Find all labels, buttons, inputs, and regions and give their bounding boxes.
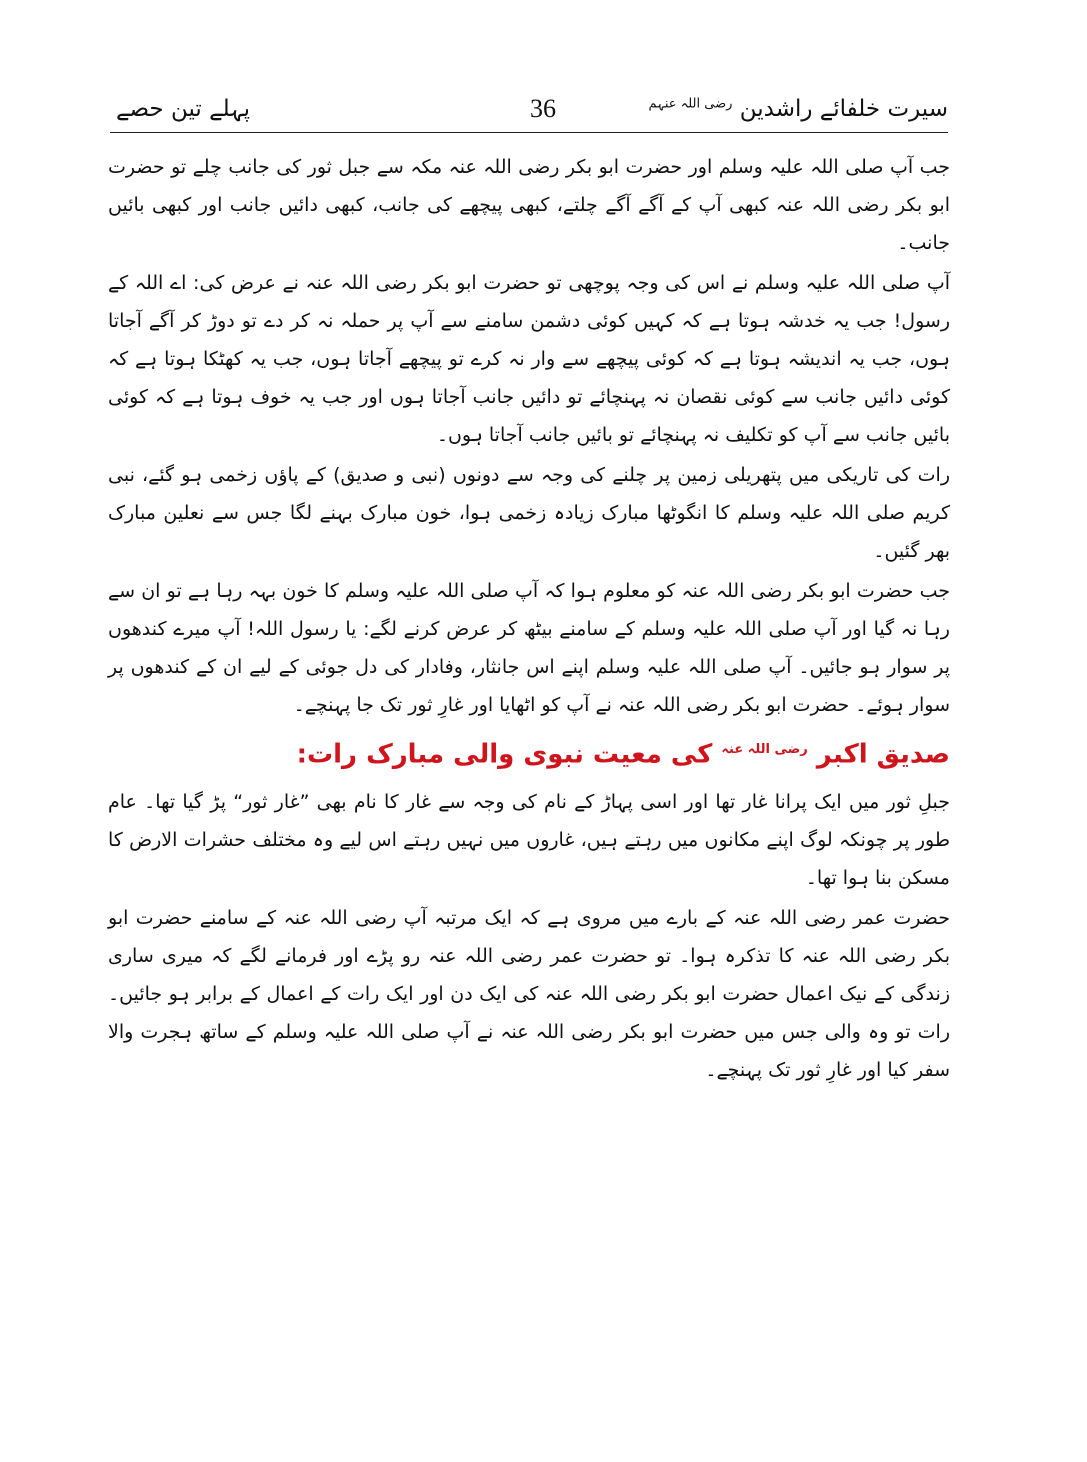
paragraph-5: جبلِ ثور میں ایک پرانا غار تھا اور اسی پہاڑ کے نام کی وجہ سے غار کا نام بھی ”غار ثور“ پڑ گیا تھا۔ عام طور پر چونکہ لوگ اپنے مکانوں میں رہتے ہیں، غاروں میں نہیں رہتے اس لیے وہ مختلف حشرات الارض کا مسکن بنا ہوا تھا۔: [108, 790, 950, 889]
page-header: [110, 92, 948, 133]
paragraph-2: آپ صلی اللہ علیہ وسلم نے اس کی وجہ پوچھی تو حضرت ابو بکر رضی اللہ عنہ نے عرض کی: اے اللہ کے رسول! جب یہ خدشہ ہوتا ہے کہ کہیں کوئی دشمن سامنے سے آپ پر حملہ نہ کر دے تو دوڑ کر آگے آجاتا ہوں، جب یہ اندیشہ ہوتا ہے کہ کوئی پیچھے سے وار نہ کرے تو پیچھے آجاتا ہوں، جب یہ کھٹکا ہوتا ہے کہ کوئی دائیں جانب سے کوئی نقصان نہ پہنچائے تو دائیں جانب آجاتا ہوں اور جب یہ خوف ہوتا ہے کہ کوئی بائیں جانب سے آپ کو تکلیف نہ پہنچائے تو بائیں جانب آجاتا ہوں۔: [108, 272, 950, 446]
book-title: [649, 96, 948, 122]
page-number: 36: [530, 94, 556, 123]
heading-part-1: صدیق اکبر: [816, 739, 950, 770]
volume-label: پہلے تین حصے: [116, 96, 251, 122]
heading-part-2: کی معیت نبوی والی مبارک رات:: [296, 739, 713, 770]
section-heading: [108, 728, 950, 777]
book-title-text: سیرت خلفائے راشدین: [739, 96, 948, 122]
heading-honorific: رضی اللہ عنہ: [721, 742, 808, 757]
paragraph-1: جب آپ صلی اللہ علیہ وسلم اور حضرت ابو بکر رضی اللہ عنہ مکہ سے جبل ثور کی جانب چلے تو حضرت ابو بکر رضی اللہ عنہ کبھی آپ کے آگے آگے چلتے، کبھی پیچھے کی جانب، کبھی دائیں جانب اور کبھی بائیں جانب۔: [108, 156, 950, 254]
paragraph-4: جب حضرت ابو بکر رضی اللہ عنہ کو معلوم ہوا کہ آپ صلی اللہ علیہ وسلم کا خون بہہ رہا ہے تو ان سے رہا نہ گیا اور آپ صلی اللہ علیہ وسلم کے سامنے بیٹھ کر عرض کرنے لگے: یا رسول اللہ! آپ میرے کندھوں پر سوار ہو جائیں۔ آپ صلی اللہ علیہ وسلم اپنے اس جانثار، وفادار کی دل جوئی کے لیے ان کے کندھوں پر سوار ہوئے۔ حضرت ابو بکر رضی اللہ عنہ نے آپ کو اٹھایا اور غارِ ثور تک جا پہنچے۔: [108, 580, 950, 716]
page-body: [108, 148, 950, 1091]
paragraph-6: حضرت عمر رضی اللہ عنہ کے بارے میں مروی ہے کہ ایک مرتبہ آپ رضی اللہ عنہ کے سامنے حضرت ابو بکر رضی اللہ عنہ کا تذکرہ ہوا۔ تو حضرت عمر رضی اللہ عنہ رو پڑے اور فرمانے لگے کہ میری ساری زندگی کے نیک اعمال حضرت ابو بکر رضی اللہ عنہ کی ایک دن اور ایک رات کے اعمال کے برابر ہو جائیں۔ رات تو وہ والی جس میں حضرت ابو بکر رضی اللہ عنہ نے آپ صلی اللہ علیہ وسلم کے ساتھ ہجرت والا سفر کیا اور غارِ ثور تک پہنچے۔: [108, 906, 950, 1081]
paragraph-3: رات کی تاریکی میں پتھریلی زمین پر چلنے کی وجہ سے دونوں (نبی و صدیق) کے پاؤں زخمی ہو گئے، نبی کریم صلی اللہ علیہ وسلم کا انگوٹھا مبارک زیادہ زخمی ہوا، خون مبارک بہنے لگا جس سے نعلین مبارک بھر گئیں۔: [108, 464, 950, 562]
honorific-text: رضی اللہ عنہم: [648, 96, 733, 112]
